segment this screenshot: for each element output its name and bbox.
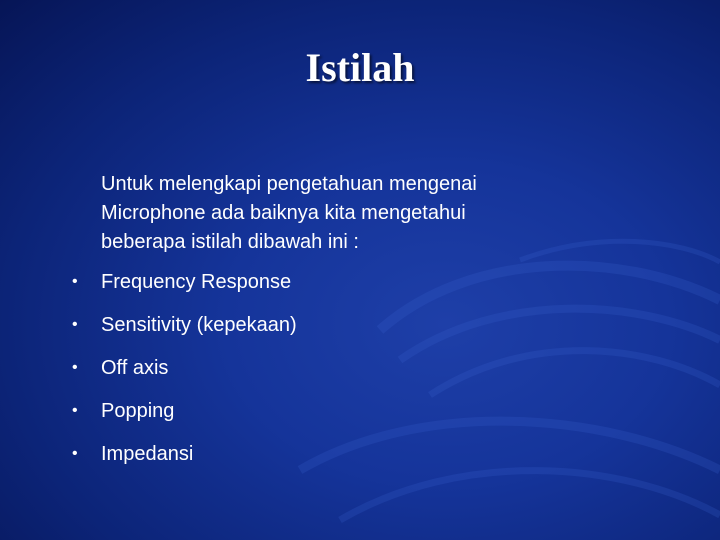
intro-line: Microphone ada baiknya kita mengetahui — [101, 202, 466, 224]
term-label: Frequency Response — [101, 271, 292, 293]
intro-paragraph — [101, 170, 621, 257]
bullet-icon: • — [72, 359, 78, 376]
term-label: Off axis — [101, 357, 169, 379]
bullet-icon: • — [72, 445, 78, 462]
bullet-icon: • — [72, 316, 78, 333]
slide-title: Istilah — [305, 45, 415, 90]
bullet-icon: • — [72, 273, 78, 290]
term-label: Popping — [101, 400, 175, 422]
term-label: Impedansi — [101, 443, 194, 465]
bullet-icon: • — [72, 402, 78, 419]
term-label: Sensitivity (kepekaan) — [101, 314, 297, 336]
intro-line: Untuk melengkapi pengetahuan mengenai — [101, 173, 477, 195]
intro-line: beberapa istilah dibawah ini : — [101, 231, 359, 253]
